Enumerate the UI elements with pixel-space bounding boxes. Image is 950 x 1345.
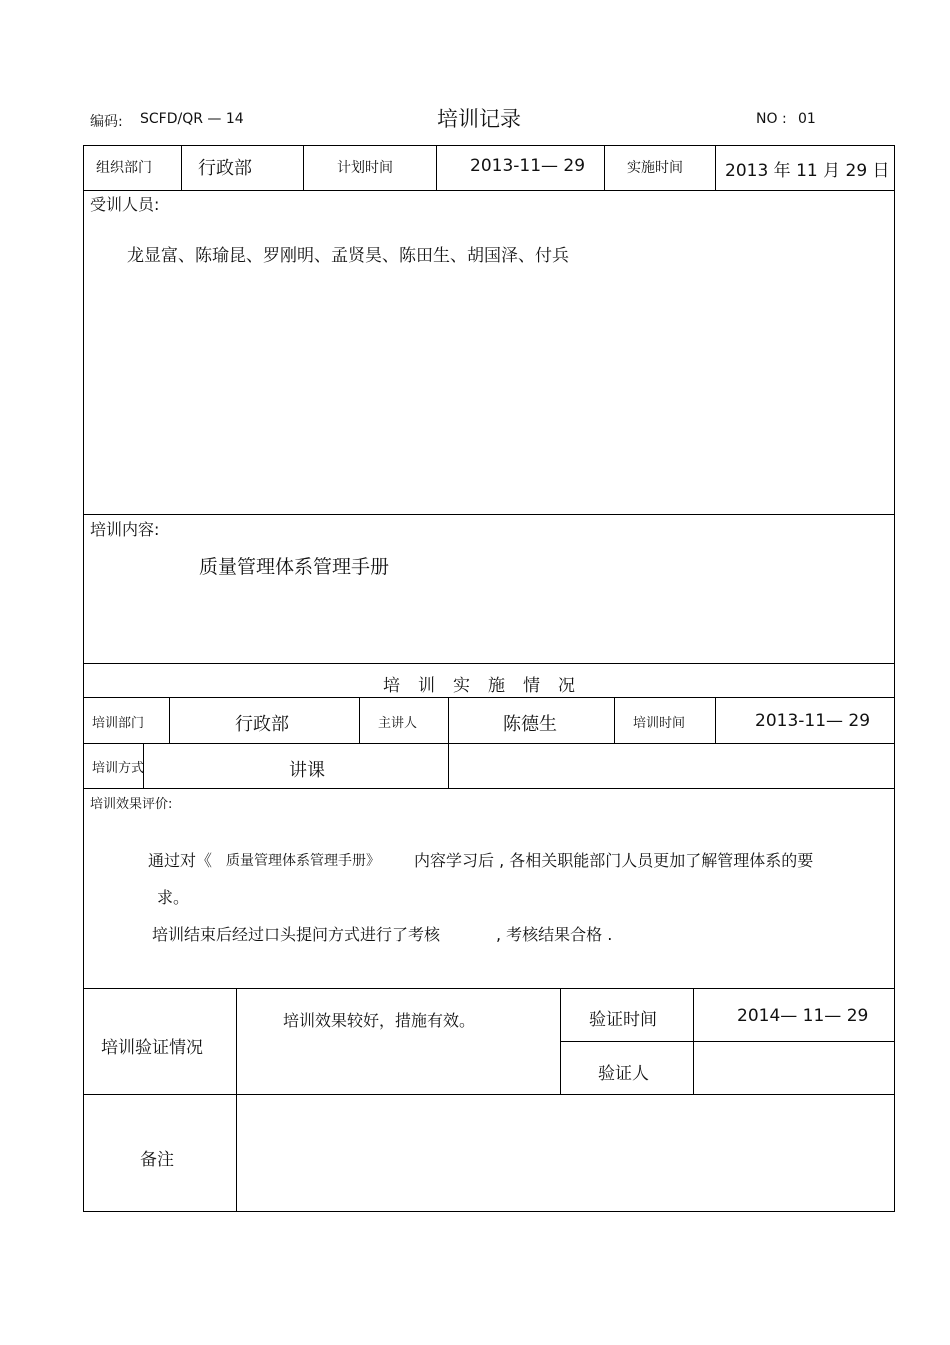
- no-value: 01: [798, 111, 816, 127]
- training-dept-label: 培训部门: [92, 716, 145, 731]
- plan-time-label: 计划时间: [337, 160, 393, 176]
- code-value: SCFD/QR — 14: [140, 111, 244, 127]
- impl-time-value: 2013 年 11 月 29 日: [725, 161, 890, 181]
- verification-time-value: 2014— 11— 29: [737, 1006, 869, 1026]
- impl-time-label: 实施时间: [627, 160, 683, 176]
- org-dept-label: 组织部门: [96, 160, 152, 176]
- no-label: NO :: [756, 111, 787, 127]
- training-time-value: 2013-11— 29: [755, 711, 871, 731]
- code-label: 编码:: [90, 114, 123, 130]
- verification-label: 培训验证情况: [101, 1038, 203, 1058]
- evaluation-line1-prefix: 通过对《: [148, 851, 213, 870]
- training-method-value: 讲课: [289, 760, 325, 781]
- training-time-label: 培训时间: [633, 716, 686, 731]
- training-dept-value: 行政部: [235, 714, 289, 735]
- trainees-label: 受训人员:: [90, 195, 160, 214]
- verification-result: 培训效果较好，措施有效。: [283, 1011, 476, 1030]
- plan-time-value: 2013-11— 29: [470, 156, 586, 176]
- trainees-names: 龙显富、陈瑜昆、罗刚明、孟贤昊、陈田生、胡国泽、付兵: [127, 246, 569, 266]
- org-dept-value: 行政部: [198, 158, 252, 179]
- training-method-label: 培训方式: [92, 761, 145, 776]
- page-title: 培训记录: [437, 107, 521, 131]
- evaluation-line3-b: , 考核结果合格 .: [496, 925, 613, 944]
- evaluation-label: 培训效果评价:: [90, 797, 173, 812]
- evaluation-line1-suffix: 内容学习后 , 各相关职能部门人员更加了解管理体系的要: [414, 851, 814, 870]
- verification-time-label: 验证时间: [589, 1010, 657, 1030]
- evaluation-line1-book: 质量管理体系管理手册》: [226, 853, 380, 869]
- verification-person-label: 验证人: [598, 1064, 649, 1084]
- lecturer-label: 主讲人: [378, 716, 418, 731]
- content-value: 质量管理体系管理手册: [199, 556, 390, 578]
- content-label: 培训内容:: [90, 520, 160, 539]
- implementation-title: 培训实施情况: [383, 676, 593, 696]
- lecturer-value: 陈德生: [503, 714, 557, 735]
- remarks-label: 备注: [140, 1150, 174, 1170]
- evaluation-line2: 求。: [157, 888, 190, 907]
- evaluation-line3-a: 培训结束后经过口头提问方式进行了考核: [152, 925, 441, 944]
